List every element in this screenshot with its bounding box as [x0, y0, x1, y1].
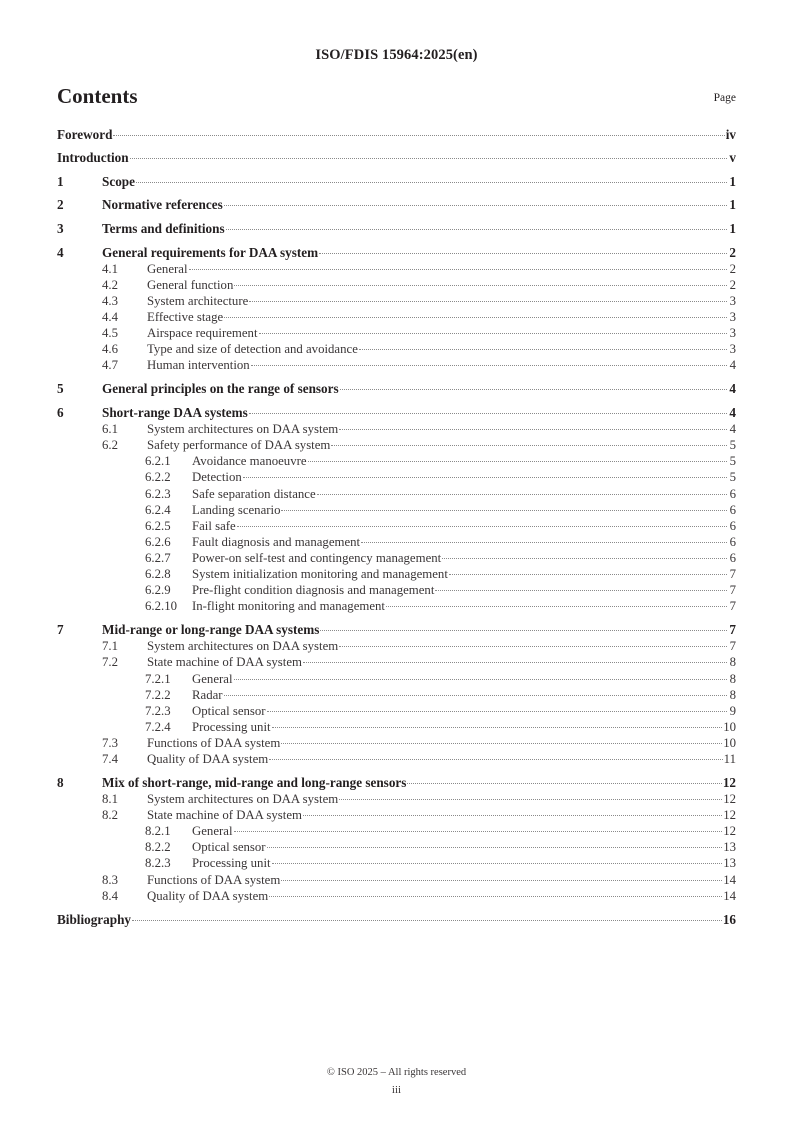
dot-leader [339, 799, 722, 800]
toc-entry-number: 4.4 [102, 310, 118, 324]
toc-entry[interactable] [57, 671, 736, 687]
toc-entry-page[interactable]: 7 [729, 622, 736, 637]
toc-entry-page[interactable]: 3 [729, 342, 736, 356]
dot-leader [237, 526, 727, 527]
toc-entry[interactable] [57, 582, 736, 598]
toc-entry-page[interactable]: 5 [729, 454, 736, 468]
dot-leader [317, 494, 727, 495]
toc-entry[interactable] [57, 277, 736, 293]
dot-leader [113, 135, 724, 136]
toc-entry-number: 5 [57, 381, 64, 396]
toc-entry-number: 7.4 [102, 752, 118, 766]
toc-entry-page[interactable]: 1 [729, 174, 736, 189]
toc-entry-title[interactable]: Safety performance of DAA system [147, 438, 331, 452]
toc-entry-page[interactable]: 6 [729, 487, 736, 501]
toc-entry[interactable] [57, 791, 736, 807]
toc-entry-number: 6.2.4 [145, 503, 171, 517]
toc-entry-title[interactable]: Detection [192, 470, 242, 484]
dot-leader [303, 662, 727, 663]
toc-entry-page[interactable]: 6 [729, 535, 736, 549]
toc-entry-title[interactable]: Pre-flight condition diagnosis and management [192, 583, 435, 597]
toc-entry[interactable] [57, 534, 736, 550]
dot-leader [339, 646, 727, 647]
toc-entry-number: 6.2.7 [145, 551, 171, 565]
toc-entry-number: 8.3 [102, 873, 118, 887]
toc-entry-title[interactable]: General requirements for DAA system [102, 245, 319, 260]
dot-leader [249, 413, 727, 414]
dot-leader [331, 445, 727, 446]
toc-entry-title[interactable]: Terms and definitions [102, 221, 225, 236]
dot-leader [269, 896, 722, 897]
toc-entry-number: 3 [57, 221, 64, 236]
toc-entry-title[interactable]: Processing unit [192, 856, 271, 870]
toc-entry-title[interactable]: Quality of DAA system [147, 752, 269, 766]
toc-entry-title[interactable]: Scope [102, 174, 135, 189]
toc-entry-title[interactable]: General principles on the range of sensors [102, 381, 339, 396]
toc-entry-title[interactable]: Human intervention [147, 358, 250, 372]
dot-leader [234, 831, 723, 832]
page-column-label: Page [713, 92, 736, 104]
toc-entry-page[interactable]: 2 [729, 262, 736, 276]
toc-entry-title[interactable]: Introduction [57, 150, 129, 165]
toc-entry-number: 8.2.1 [145, 824, 171, 838]
toc-entry[interactable] [57, 381, 736, 397]
toc-entry-page[interactable]: 4 [729, 358, 736, 372]
dot-leader [249, 301, 727, 302]
toc-entry-number: 8.1 [102, 792, 118, 806]
toc-entry-number: 6.2 [102, 438, 118, 452]
toc-entry-title[interactable]: Safe separation distance [192, 487, 316, 501]
toc-entry-page[interactable]: 13 [723, 840, 736, 854]
toc-entry[interactable] [57, 502, 736, 518]
toc-entry[interactable] [57, 293, 736, 309]
toc-entry-title[interactable]: Mix of short-range, mid-range and long-range sensors [102, 775, 407, 790]
toc-entry[interactable] [57, 357, 736, 373]
toc-entry-title[interactable]: General function [147, 278, 234, 292]
toc-entry-page[interactable]: 4 [729, 405, 736, 420]
contents-title: Contents [57, 84, 138, 108]
toc-entry[interactable] [57, 855, 736, 871]
toc-entry-page[interactable]: 12 [722, 775, 736, 790]
toc-entry-number: 7.3 [102, 736, 118, 750]
dot-leader [130, 158, 727, 159]
dot-leader [224, 695, 727, 696]
toc-entry-page[interactable]: 12 [723, 808, 736, 822]
toc-entry-title[interactable]: In-flight monitoring and management [192, 599, 385, 613]
toc-entry-page[interactable]: 4 [729, 381, 736, 396]
toc-entry-number: 4.6 [102, 342, 118, 356]
dot-leader [272, 727, 723, 728]
toc-entry[interactable] [57, 469, 736, 485]
dot-leader [259, 333, 728, 334]
toc-entry-page[interactable]: 12 [723, 824, 736, 838]
toc-entry-number: 7.2.1 [145, 672, 171, 686]
toc-entry-page[interactable]: 6 [729, 519, 736, 533]
dot-leader [303, 815, 722, 816]
toc-entry[interactable] [57, 735, 736, 751]
toc-entry-page[interactable]: v [729, 150, 736, 165]
toc-entry-number: 7.2.3 [145, 704, 171, 718]
toc-entry-page[interactable]: 11 [723, 752, 736, 766]
toc-entry-title[interactable]: Mid-range or long-range DAA systems [102, 622, 320, 637]
toc-entry[interactable] [57, 325, 736, 341]
toc-entry-title[interactable]: System architectures on DAA system [147, 639, 339, 653]
toc-entry-number: 8.2 [102, 808, 118, 822]
dot-leader [234, 285, 727, 286]
toc-entry-number: 6.2.6 [145, 535, 171, 549]
dot-leader [308, 461, 727, 462]
toc-entry-title[interactable]: Avoidance manoeuvre [192, 454, 307, 468]
toc-entry-title[interactable]: Bibliography [57, 912, 132, 927]
dot-leader [234, 679, 728, 680]
toc-entry-page[interactable]: 16 [722, 912, 736, 927]
toc-entry-number: 7.2 [102, 655, 118, 669]
dot-leader [449, 574, 727, 575]
toc-entry-title[interactable]: System initialization monitoring and management [192, 567, 448, 581]
toc-entry-title[interactable]: Optical sensor [192, 704, 266, 718]
toc-entry-number: 6 [57, 405, 64, 420]
toc-entry-number: 8.2.3 [145, 856, 171, 870]
footer-copyright: © ISO 2025 – All rights reserved [326, 1067, 467, 1078]
toc-entry[interactable] [57, 486, 736, 502]
toc-entry-page[interactable]: 7 [729, 583, 736, 597]
toc-entry-number: 6.2.5 [145, 519, 171, 533]
dot-leader [281, 510, 727, 511]
toc-entry-number: 7.1 [102, 639, 118, 653]
toc-entry-title[interactable]: General [192, 824, 233, 838]
toc-entry-page[interactable]: 13 [723, 856, 736, 870]
toc-entry-page[interactable]: 6 [729, 551, 736, 565]
toc-entry-title[interactable]: Processing unit [192, 720, 271, 734]
toc-entry[interactable] [57, 719, 736, 735]
dot-leader [361, 542, 727, 543]
dot-leader [136, 182, 727, 183]
dot-leader [319, 253, 727, 254]
toc-entry[interactable] [57, 221, 736, 237]
toc-entry-page[interactable]: 2 [729, 245, 736, 260]
toc-entry-number: 7 [57, 622, 64, 637]
toc-entry[interactable] [57, 197, 736, 213]
toc-entry-number: 6.2.2 [145, 470, 171, 484]
toc-entry[interactable] [57, 872, 736, 888]
toc-entry-number: 8.2.2 [145, 840, 171, 854]
toc-entry-title[interactable]: Fault diagnosis and management [192, 535, 361, 549]
toc-entry-page[interactable]: 7 [729, 567, 736, 581]
dot-leader [340, 389, 727, 390]
toc-entry[interactable] [57, 174, 736, 190]
toc-entry-title[interactable]: Short-range DAA systems [102, 405, 248, 420]
toc-entry-title[interactable]: Normative references [102, 197, 223, 212]
toc-entry[interactable] [57, 127, 736, 143]
toc-entry-page[interactable]: 3 [729, 310, 736, 324]
toc-entry[interactable] [57, 518, 736, 534]
toc-entry[interactable] [57, 453, 736, 469]
toc-entry-page[interactable]: 14 [723, 889, 736, 903]
dot-leader [272, 863, 723, 864]
dot-leader [281, 743, 722, 744]
toc-entry-title[interactable]: Optical sensor [192, 840, 266, 854]
toc-entry-title[interactable]: System architectures on DAA system [147, 422, 339, 436]
dot-leader [407, 783, 721, 784]
toc-entry[interactable] [57, 405, 736, 421]
document-header: ISO/FDIS 15964:2025(en) [315, 47, 478, 63]
toc-entry[interactable] [57, 823, 736, 839]
toc-entry-title[interactable]: Radar [192, 688, 223, 702]
toc-entry-title[interactable]: General [192, 672, 233, 686]
toc-entry-title[interactable]: System architectures on DAA system [147, 792, 339, 806]
toc-entry-number: 6.2.8 [145, 567, 171, 581]
dot-leader [359, 349, 727, 350]
dot-leader [243, 477, 727, 478]
toc-entry[interactable] [57, 150, 736, 166]
toc-entry[interactable] [57, 245, 736, 261]
dot-leader [267, 847, 723, 848]
toc-entry-title[interactable]: General [147, 262, 188, 276]
toc-entry-number: 4 [57, 245, 64, 260]
toc-entry[interactable] [57, 703, 736, 719]
toc-entry[interactable] [57, 687, 736, 703]
toc-entry-title[interactable]: State machine of DAA system [147, 808, 302, 822]
toc-entry-page[interactable]: 12 [723, 792, 736, 806]
dot-leader [132, 920, 722, 921]
toc-entry-page[interactable]: 8 [729, 672, 736, 686]
toc-entry[interactable] [57, 550, 736, 566]
dot-leader [281, 880, 722, 881]
toc-entry[interactable] [57, 622, 736, 638]
toc-entry-title[interactable]: Fail safe [192, 519, 236, 533]
toc-entry-title[interactable]: Landing scenario [192, 503, 281, 517]
toc-entry-page[interactable]: 4 [729, 422, 736, 436]
toc-entry-title[interactable]: Functions of DAA system [147, 736, 281, 750]
toc-entry-page[interactable]: 8 [729, 688, 736, 702]
toc-entry-number: 4.5 [102, 326, 118, 340]
toc-entry-number: 6.2.3 [145, 487, 171, 501]
toc-entry-page[interactable]: 3 [729, 294, 736, 308]
toc-entry-page[interactable]: 10 [723, 720, 736, 734]
toc-entry[interactable] [57, 775, 736, 791]
toc-entry-page[interactable]: 5 [729, 470, 736, 484]
dot-leader [386, 606, 727, 607]
toc-entry-page[interactable]: 7 [729, 639, 736, 653]
toc-entry-number: 6.1 [102, 422, 118, 436]
toc-entry-number: 7.2.2 [145, 688, 171, 702]
toc-entry[interactable] [57, 912, 736, 928]
toc-entry-page[interactable]: 7 [729, 599, 736, 613]
toc-entry-page[interactable]: 6 [729, 503, 736, 517]
toc-entry[interactable] [57, 341, 736, 357]
toc-entry-page[interactable]: 10 [723, 736, 736, 750]
toc-entry-title[interactable]: Type and size of detection and avoidance [147, 342, 358, 356]
toc-entry-title[interactable]: State machine of DAA system [147, 655, 302, 669]
toc-entry[interactable] [57, 309, 736, 325]
toc-entry[interactable] [57, 638, 736, 654]
toc-entry-number: 6.2.10 [145, 599, 177, 613]
toc-entry-title[interactable]: Functions of DAA system [147, 873, 281, 887]
toc-entry-number: 4.3 [102, 294, 118, 308]
toc-entry-number: 6.2.9 [145, 583, 171, 597]
toc-entry-title[interactable]: Airspace requirement [147, 326, 258, 340]
toc-entry-number: 1 [57, 174, 64, 189]
dot-leader [269, 759, 722, 760]
toc-entry-page[interactable]: 14 [723, 873, 736, 887]
toc-entry-number: 7.2.4 [145, 720, 171, 734]
toc-entry-title[interactable]: Quality of DAA system [147, 889, 269, 903]
toc-entry[interactable] [57, 807, 736, 823]
toc-entry-title[interactable]: Foreword [57, 127, 113, 142]
toc-entry[interactable] [57, 261, 736, 277]
toc-entry[interactable] [57, 437, 736, 453]
dot-leader [320, 630, 727, 631]
toc-entry-page[interactable]: 9 [729, 704, 736, 718]
toc-entry[interactable] [57, 654, 736, 670]
dot-leader [267, 711, 727, 712]
toc-entry-page[interactable]: 8 [729, 655, 736, 669]
toc-entry-number: 4.1 [102, 262, 118, 276]
toc-entry-title[interactable]: Effective stage [147, 310, 224, 324]
dot-leader [224, 205, 727, 206]
toc-entry-page[interactable]: iv [725, 127, 736, 142]
toc-entry-title[interactable]: System architecture [147, 294, 249, 308]
toc-entry-page[interactable]: 1 [729, 221, 736, 236]
toc-entry[interactable] [57, 598, 736, 614]
toc-entry[interactable] [57, 566, 736, 582]
toc-entry-number: 8 [57, 775, 64, 790]
dot-leader [435, 590, 727, 591]
toc-entry[interactable] [57, 839, 736, 855]
footer-page-number: iii [391, 1084, 402, 1096]
dot-leader [251, 365, 727, 366]
toc-entry-number: 4.7 [102, 358, 118, 372]
toc-entry-page[interactable]: 3 [729, 326, 736, 340]
dot-leader [339, 429, 727, 430]
toc-entry[interactable] [57, 751, 736, 767]
dot-leader [442, 558, 727, 559]
toc-entry-page[interactable]: 1 [729, 197, 736, 212]
toc-entry-number: 8.4 [102, 889, 118, 903]
dot-leader [189, 269, 728, 270]
toc-entry-page[interactable]: 5 [729, 438, 736, 452]
toc-entry-number: 4.2 [102, 278, 118, 292]
toc-entry[interactable] [57, 888, 736, 904]
dot-leader [224, 317, 727, 318]
toc-entry-page[interactable]: 2 [729, 278, 736, 292]
toc-entry[interactable] [57, 421, 736, 437]
toc-entry-number: 2 [57, 197, 64, 212]
dot-leader [226, 229, 727, 230]
toc-entry-title[interactable]: Power-on self-test and contingency management [192, 551, 442, 565]
toc-entry-number: 6.2.1 [145, 454, 171, 468]
